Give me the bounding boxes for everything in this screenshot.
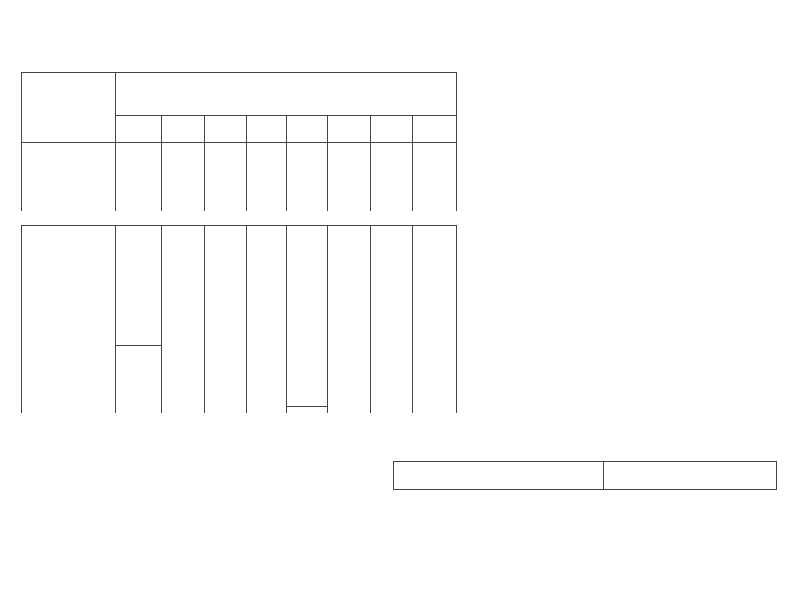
table19-lower-top — [21, 225, 456, 226]
table19-vline — [246, 225, 247, 413]
table19-vline — [456, 225, 457, 413]
table19-vline — [370, 225, 371, 413]
table19-vline — [286, 115, 287, 211]
table19-vline — [246, 115, 247, 211]
table19-vline — [115, 225, 116, 413]
table19-zo-end-line — [115, 345, 161, 346]
table19-vline — [370, 115, 371, 211]
table19-vline — [327, 115, 328, 211]
table19-vline — [327, 225, 328, 413]
table19-vline — [21, 225, 22, 413]
table20-header-count — [394, 462, 604, 490]
table19-header-bottom — [21, 142, 456, 143]
table19-vline — [115, 72, 116, 211]
table19-vline — [204, 225, 205, 413]
table19-border-top — [21, 72, 456, 73]
table19-vline — [161, 225, 162, 413]
table19-vline — [412, 115, 413, 211]
table19-vline — [456, 72, 457, 211]
table19-vline — [21, 72, 22, 211]
table19-vline — [204, 115, 205, 211]
table19-vline — [286, 225, 287, 413]
table19-vline — [412, 225, 413, 413]
table20-header-coefficient — [604, 462, 777, 490]
table19-dg-start-line — [286, 406, 327, 407]
table19-vline — [161, 115, 162, 211]
table20 — [393, 461, 777, 490]
table20-header-row — [394, 462, 777, 490]
